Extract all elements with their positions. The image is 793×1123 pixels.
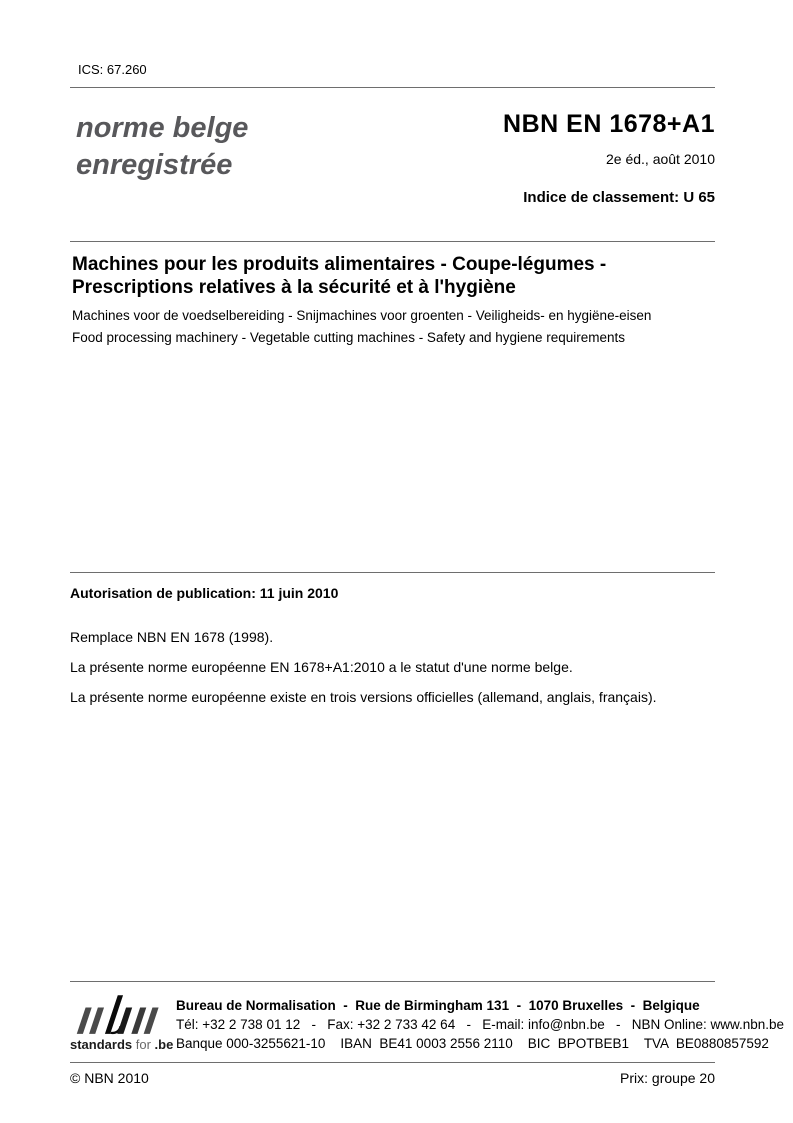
classification-index: Indice de classement: U 65 xyxy=(523,189,715,206)
document-title-fr-line2: Prescriptions relatives à la sécurité et à l'hygiène xyxy=(72,277,516,298)
body-paragraph-replaces: Remplace NBN EN 1678 (1998). xyxy=(70,629,274,645)
ics-code: ICS: 67.260 xyxy=(78,62,147,77)
standard-reference: NBN EN 1678+A1 xyxy=(503,110,715,138)
footer-row xyxy=(70,992,785,1053)
doc-type-line2: enregistrée xyxy=(76,149,233,181)
footer-address-line: Bureau de Normalisation - Rue de Birmingham 131 - 1070 Bruxelles - Belgique xyxy=(176,998,700,1013)
logo-tagline-be: .be xyxy=(154,1037,174,1052)
divider-header xyxy=(70,241,715,242)
nbn-logo-icon xyxy=(75,994,163,1036)
price-group: Prix: groupe 20 xyxy=(620,1070,715,1086)
document-title-fr-line1: Machines pour les produits alimentaires - Coupe-légumes - xyxy=(72,254,607,275)
copyright-notice: © NBN 2010 xyxy=(70,1070,149,1086)
footer-contact-line: Tél: +32 2 738 01 12 - Fax: +32 2 733 42 64 - E-mail: info@nbn.be - NBN Online: www.nbn.be xyxy=(176,1017,785,1032)
nbn-logo xyxy=(70,992,174,1052)
divider-authorization xyxy=(70,572,715,573)
header-reference-block xyxy=(503,110,715,207)
body-paragraph-versions: La présente norme européenne existe en trois versions officielles (allemand, anglais, français). xyxy=(70,689,657,705)
divider-top xyxy=(70,87,715,88)
authorization-note: Autorisation de publication: 11 juin 2010 xyxy=(70,585,339,601)
divider-footer-top xyxy=(70,981,715,982)
document-title-nl: Machines voor de voedselbereiding - Snijmachines voor groenten - Veiligheids- en hygiëne-eisen xyxy=(72,308,652,323)
logo-tagline xyxy=(70,1037,174,1052)
doc-type-line1: norme belge xyxy=(76,112,249,144)
header-row xyxy=(70,110,715,207)
divider-footer-bottom xyxy=(70,1062,715,1063)
bottom-row xyxy=(70,1070,715,1087)
logo-tagline-standards: standards xyxy=(70,1037,133,1052)
footer-bank-line: Banque 000-3255621-10 IBAN BE41 0003 2556 2110 BIC BPOTBEB1 TVA BE0880857592 xyxy=(176,1036,769,1051)
document-title-en: Food processing machinery - Vegetable cutting machines - Safety and hygiene requirements xyxy=(72,330,626,345)
edition-date: 2e éd., août 2010 xyxy=(606,151,715,167)
document-title-fr xyxy=(70,253,715,299)
logo-tagline-for: for xyxy=(132,1037,155,1052)
body-paragraph-status: La présente norme européenne EN 1678+A1:2010 a le statut d'une norme belge. xyxy=(70,659,573,675)
doc-type-title xyxy=(70,110,248,184)
footer-contact-block xyxy=(176,992,784,1053)
